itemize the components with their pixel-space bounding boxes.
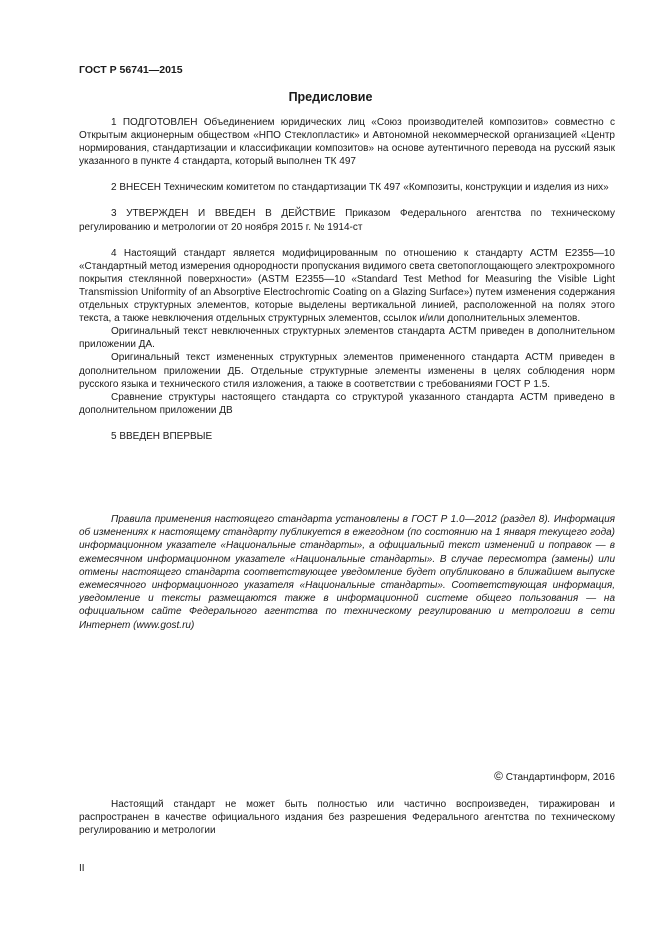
copyright-icon: ©	[494, 769, 503, 783]
section-3: 3 УТВЕРЖДЕН И ВВЕДЕН В ДЕЙСТВИЕ Приказом Федерального агентства по техническому регулированию и метрологии от 20 ноября 2015 г. № 1914-ст	[79, 208, 615, 233]
section-1: 1 ПОДГОТОВЛЕН Объединением юридических лиц «Союз производителей композитов» совместно с Открытым акционерным обществом «НПО Стеклопластик» и Автономной некоммерческой организацией «Центр нормирования, стандартизации и классификации композитов» на основе аутентичного перевода на русский язык указанного в пункте 4 стандарта, который выполнен ТК 497	[79, 117, 615, 168]
application-rules-notice: Правила применения настоящего стандарта установлены в ГОСТ Р 1.0—2012 (раздел 8). Информация об изменениях к настоящему стандарту публикуется в ежегодном (по состоянию на 1 января текущего года) информационном указателе «Национальные стандарты», а официальный текст изменений и поправок — в ежемесячном информационном указателе «Национальные стандарты». В случае пересмотра (замены) или отмены настоящего стандарта соответствующее уведомление будет опубликовано в ближайшем выпуске ежемесячного информационного указателя «Национальные стандарты». Соответствующая информация, уведомление и тексты размещаются также в информационной системе общего пользования — на официальном сайте Федерального агентства по техническому регулированию и метрологии в сети Интернет (www.gost.ru)	[79, 514, 615, 631]
copyright-line	[494, 769, 615, 783]
copyright-text: Стандартинформ, 2016	[505, 772, 615, 783]
section-4-paragraph-4: Сравнение структуры настоящего стандарта со структурой указанного стандарта АСТМ приведено в дополнительном приложении ДВ	[79, 391, 615, 416]
section-4-paragraph-2: Оригинальный текст невключенных структурных элементов стандарта АСТМ приведен в дополнительном приложении ДА.	[79, 326, 615, 351]
section-5: 5 ВВЕДЕН ВПЕРВЫЕ	[111, 430, 213, 442]
foreword-body	[79, 116, 615, 443]
standard-code: ГОСТ Р 56741—2015	[79, 64, 183, 76]
page-title: Предисловие	[288, 90, 373, 104]
section-4: 4 Настоящий стандарт является модифицированным по отношению к стандарту АСТМ Е2355—10 «Стандартный метод измерения однородности пропускания видимого света светопоглощающего электрохромного покрытия стеклянной поверхности» (ASTM E2355—10 «Standard Test Method for Measuring the Visible Light Transmission Uniformity of an Absorptive Electrochromic Coating on a Glazing Surface») путем изменения содержания отдельных структурных элементов, которые выделены вертикальной линией, расположенной на полях этого текста, а также невключения отдельных структурных элементов, ссылок и/или дополнительных элементов.	[79, 247, 615, 325]
section-2: 2 ВНЕСЕН Техническим комитетом по стандартизации ТК 497 «Композиты, конструкции и изделия из них»	[111, 182, 609, 194]
section-4-paragraph-3: Оригинальный текст измененных структурных элементов примененного стандарта АСТМ приведен в дополнительном приложении ДБ. Отдельные структурные элементы изменены в целях соблюдения норм русского языка и технического стиля изложения, а также в соответствии с требованиями ГОСТ Р 1.5.	[79, 352, 615, 390]
page-number: II	[79, 863, 85, 874]
reproduction-notice: Настоящий стандарт не может быть полностью или частично воспроизведен, тиражирован и распространен в качестве официального издания без разрешения Федерального агентства по техническому регулированию и метрологии	[79, 799, 615, 837]
